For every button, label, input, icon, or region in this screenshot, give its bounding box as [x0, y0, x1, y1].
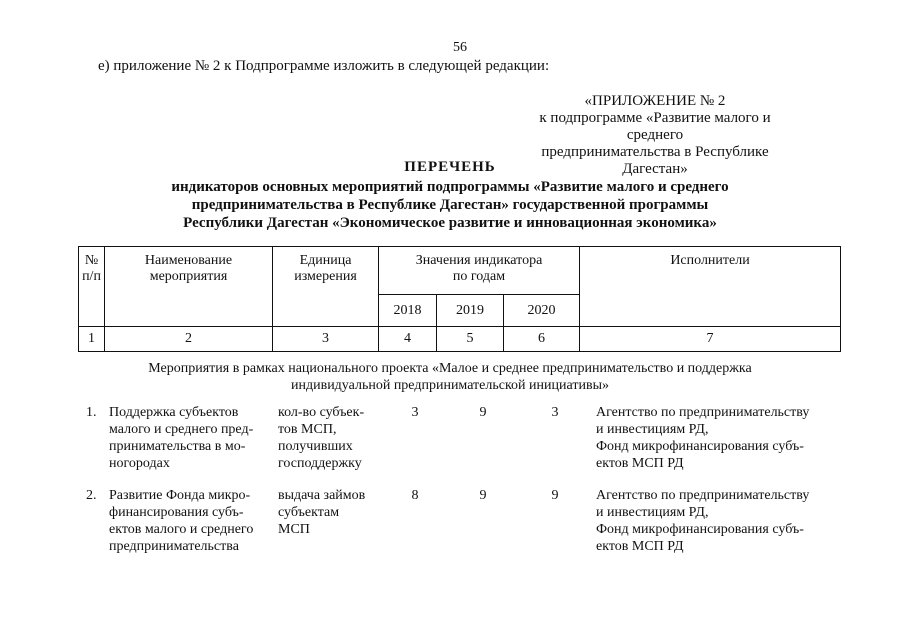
unit-line: субъектам: [278, 505, 340, 520]
header-name-line-2: мероприятия: [149, 269, 228, 284]
value-2019: 9: [479, 405, 487, 420]
header-values-line-1: Значения индикатора: [415, 253, 543, 268]
executor-line: Агентство по предпринимательству: [596, 405, 810, 420]
executor-line: ектов МСП РД: [596, 539, 684, 554]
value-2019: 9: [479, 488, 487, 503]
activity-name-line: ногородах: [109, 456, 170, 471]
header-name-line-1: Наименование: [144, 253, 233, 268]
header-unit: [273, 247, 379, 327]
value-2018: 3: [411, 405, 419, 420]
activity-name-line: ектов малого и среднего: [109, 522, 254, 537]
header-unit-line-1: Единица: [299, 253, 352, 268]
intro-text: е) приложение № 2 к Подпрограмме изложить в следующей редакции:: [98, 58, 550, 74]
indicators-table-header: [78, 246, 841, 352]
header-year-2019: 2019: [437, 295, 504, 327]
col-number-5: 5: [437, 327, 504, 352]
subtitle-line-2: предпринимательства в Республике Дагестан» государственной программы: [191, 197, 709, 213]
header-unit-line-2: измерения: [294, 269, 357, 284]
header-values-line-2: по годам: [452, 269, 506, 284]
executor-line: и инвестициям РД,: [596, 422, 709, 437]
header-values: [379, 247, 580, 295]
col-number-1: 1: [79, 327, 105, 352]
col-number-3: 3: [273, 327, 379, 352]
header-executors: Исполнители: [580, 247, 841, 327]
unit-line: выдача займов: [278, 488, 366, 503]
appendix-line-2: к подпрограмме «Развитие малого и среднего: [539, 110, 771, 143]
col-number-6: 6: [504, 327, 580, 352]
unit-line: тов МСП,: [278, 422, 337, 437]
activity-name-line: Поддержка субъектов: [109, 405, 239, 420]
executors: [596, 404, 836, 472]
value-2020: 3: [551, 405, 559, 420]
unit-line: получивших: [278, 439, 353, 454]
header-year-2020: 2020: [504, 295, 580, 327]
row-number: 2.: [86, 488, 97, 503]
activity-name-line: принимательства в мо-: [109, 439, 246, 454]
document-title: ПЕРЕЧЕНЬ: [404, 159, 496, 175]
col-number-7: 7: [580, 327, 841, 352]
page-number: 56: [453, 40, 467, 55]
unit-of-measure: [278, 487, 376, 538]
unit-of-measure: [278, 404, 376, 472]
activity-name-line: предпринимательства: [109, 539, 239, 554]
document-subtitle: [150, 178, 750, 232]
header-num-line-2: п/п: [82, 269, 101, 284]
executor-line: Фонд микрофинансирования субъ-: [596, 439, 804, 454]
activity-name-line: Развитие Фонда микро-: [109, 488, 251, 503]
executor-line: ектов МСП РД: [596, 456, 684, 471]
unit-line: МСП: [278, 522, 310, 537]
row-number: 1.: [86, 405, 97, 420]
executor-line: Агентство по предпринимательству: [596, 488, 810, 503]
section-title: [120, 360, 780, 394]
section-title-line-1: Мероприятия в рамках национального проекта «Малое и среднее предпринимательство и поддержка: [148, 361, 752, 376]
value-2020: 9: [551, 488, 559, 503]
activity-name: [109, 404, 272, 472]
unit-line: кол-во субъек-: [278, 405, 365, 420]
appendix-line-3: предпринимательства в Республике Дагестан»: [541, 144, 769, 177]
header-name: [105, 247, 273, 327]
value-2018: 8: [411, 488, 419, 503]
section-title-line-2: индивидуальной предпринимательской инициативы»: [290, 378, 609, 393]
header-year-2018: 2018: [379, 295, 437, 327]
subtitle-line-1: индикаторов основных мероприятий подпрограммы «Развитие малого и среднего: [171, 179, 729, 195]
executor-line: Фонд микрофинансирования субъ-: [596, 522, 804, 537]
appendix-line-1: «ПРИЛОЖЕНИЕ № 2: [584, 93, 726, 109]
header-num-line-1: №: [84, 253, 99, 268]
col-number-2: 2: [105, 327, 273, 352]
activity-name: [109, 487, 272, 555]
unit-line: господдержку: [278, 456, 362, 471]
header-num: [79, 247, 105, 327]
col-number-4: 4: [379, 327, 437, 352]
executor-line: и инвестициям РД,: [596, 505, 709, 520]
activity-name-line: финансирования субъ-: [109, 505, 244, 520]
executors: [596, 487, 836, 555]
activity-name-line: малого и среднего пред-: [109, 422, 254, 437]
subtitle-line-3: Республики Дагестан «Экономическое развитие и инновационная экономика»: [183, 215, 717, 231]
